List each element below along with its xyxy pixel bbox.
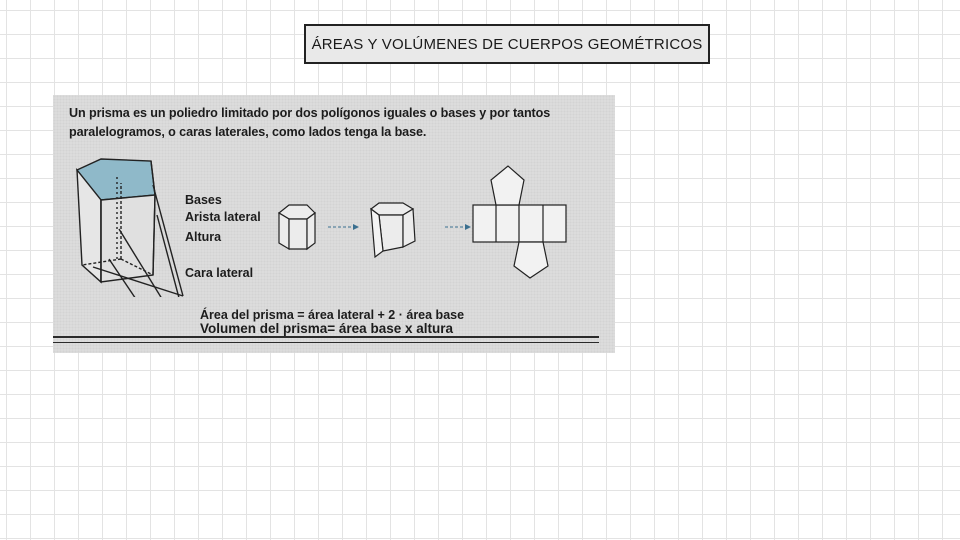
label-cara-lateral: Cara lateral	[185, 266, 254, 280]
definition-body: es un poliedro limitado por dos polígonos iguales o bases y por tantos paralelogramos, o caras laterales, como lados tenga la base.	[69, 106, 551, 139]
arrow-1	[328, 224, 359, 230]
definition-term: Un prisma	[69, 106, 130, 120]
large-prism	[77, 159, 183, 297]
prism-face-front	[101, 195, 155, 282]
small-prism-1	[279, 205, 315, 249]
prism-definition-panel	[53, 95, 615, 353]
net-bottom-base	[514, 242, 548, 278]
definition-text	[69, 104, 604, 142]
area-formula: Área del prisma = área lateral + 2 · área base	[200, 308, 465, 322]
label-altura: Altura	[185, 230, 222, 244]
small-prism-2	[371, 203, 415, 257]
label-arista-lateral: Arista lateral	[185, 210, 261, 224]
prism-net	[473, 166, 566, 278]
net-top-base	[491, 166, 524, 205]
volume-formula: Volumen del prisma= área base x altura	[200, 321, 453, 336]
bottom-rule	[53, 336, 599, 343]
label-bases: Bases	[185, 193, 222, 207]
prism-figure	[53, 147, 615, 297]
page-title: ÁREAS Y VOLÚMENES DE CUERPOS GEOMÉTRICOS	[304, 24, 710, 64]
arrow-2	[445, 224, 471, 230]
